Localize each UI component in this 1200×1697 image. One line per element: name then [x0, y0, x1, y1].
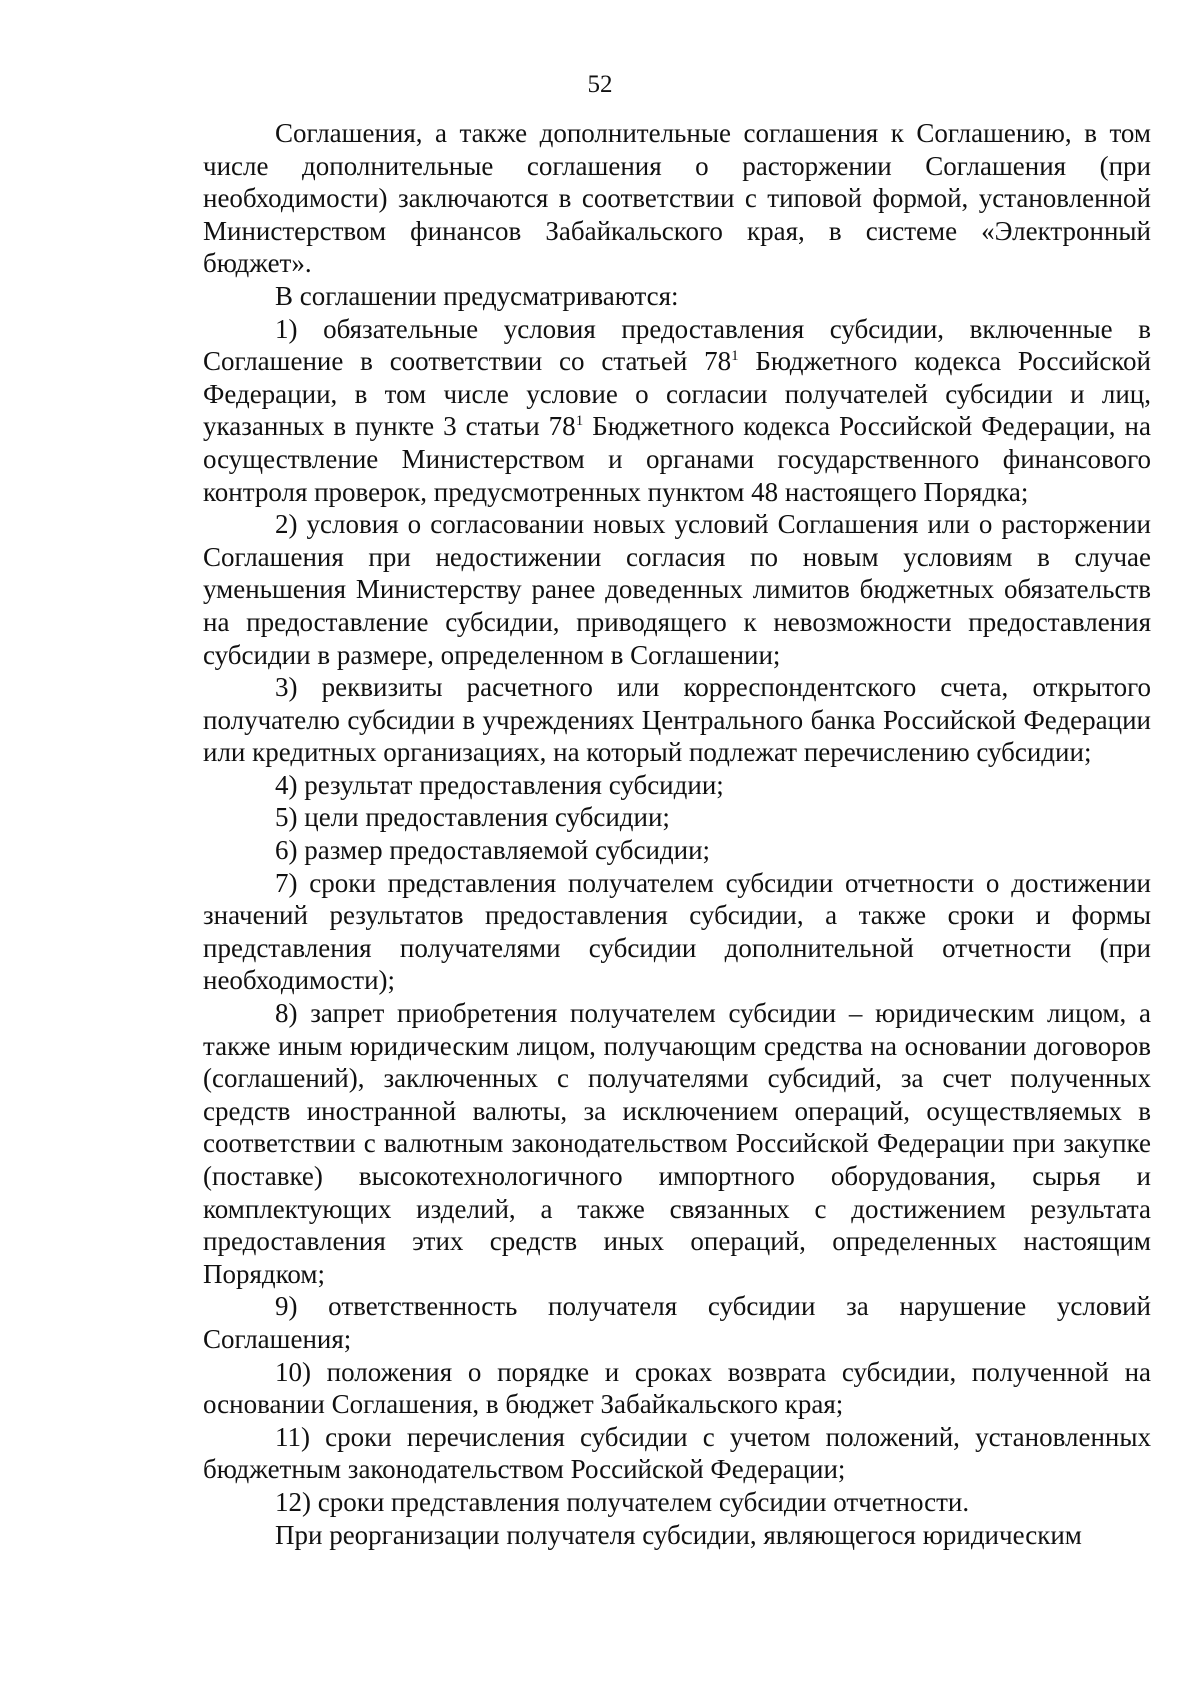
paragraph-text: При реорганизации получателя субсидии, являющегося юридическим: [275, 1519, 1082, 1550]
paragraph-text: 8) запрет приобретения получателем субсидии – юридическим лицом, а также иным юридическим лицом, получающим средства на основании договоров (соглашений), заключенных с получателями субсидий, за счет полученных средств иностранной валюты, за исключением операций, осуществляемых в соответствии с валютным законодательством Российской Федерации при закупке (поставке) высокотехнологичного импортного оборудования, сырья и комплектующих изделий, а также связанных с достижением результата предоставления этих средств иных операций, определенных настоящим Порядком;: [203, 998, 1151, 1289]
paragraph: [203, 508, 1151, 671]
paragraph: [203, 801, 1151, 834]
paragraph-text: Бюджетного кодекса Российской Федерации, на осуществление Министерством и органами государственного финансового контроля проверок, предусмотренных пунктом 48 настоящего Порядка;: [203, 411, 1151, 507]
paragraph-text: 10) положения о порядке и сроках возврата субсидии, полученной на основании Соглашения, в бюджет Забайкальского края;: [203, 1356, 1151, 1420]
paragraph: [203, 1421, 1151, 1486]
superscript: 1: [575, 413, 584, 430]
paragraph: [203, 313, 1151, 509]
paragraph-text: 7) сроки представления получателем субсидии отчетности о достижении значений результатов предоставления субсидии, а также сроки и формы представления получателями субсидии дополнительной отчетности (при необходимости);: [203, 867, 1151, 996]
paragraph: [203, 834, 1151, 867]
page-number: 52: [587, 71, 613, 98]
paragraph: [203, 280, 1151, 313]
paragraph: [203, 1486, 1151, 1519]
paragraph-text: 6) размер предоставляемой субсидии;: [275, 835, 711, 866]
paragraph-text: 11) сроки перечисления субсидии с учетом положений, установленных бюджетным законодательством Российской Федерации;: [203, 1421, 1151, 1485]
paragraph-text: Бюджетного кодекса Российской Федерации, в том числе условие о согласии получателей субсидии и лиц, указанных в пункте 3 статьи 78: [203, 346, 1151, 442]
paragraph-text: 2) условия о согласовании новых условий Соглашения или о расторжении Соглашения при недостижении согласия по новым условиям в случае уменьшения Министерству ранее доведенных лимитов бюджетных обязательств на предоставление субсидии, приводящего к невозможности предоставления субсидии в размере, определенном в Соглашении;: [203, 509, 1151, 670]
paragraph: [203, 1290, 1151, 1355]
document-body: [203, 117, 1151, 1551]
paragraph-text: 3) реквизиты расчетного или корреспондентского счета, открытого получателю субсидии в учреждениях Центрального банка Российской Федерации или кредитных организациях, на который подлежат перечислению субсидии;: [203, 672, 1151, 768]
paragraph-text: 12) сроки представления получателем субсидии отчетности.: [275, 1486, 970, 1517]
paragraph-text: 1) обязательные условия предоставления субсидии, включенные в Соглашение в соответствии со статьей 78: [203, 313, 1151, 377]
paragraph: [203, 671, 1151, 769]
paragraph: [203, 1519, 1151, 1552]
paragraph-text: В соглашении предусматриваются:: [275, 280, 679, 311]
paragraph-text: 5) цели предоставления субсидии;: [275, 802, 670, 833]
paragraph-text: 4) результат предоставления субсидии;: [275, 769, 724, 800]
paragraph: [203, 769, 1151, 802]
paragraph: [203, 997, 1151, 1290]
superscript: 1: [731, 348, 739, 365]
paragraph: [203, 117, 1151, 280]
paragraph: [203, 1356, 1151, 1421]
paragraph: [203, 867, 1151, 997]
paragraph-text: Соглашения, а также дополнительные соглашения к Соглашению, в том числе дополнительные соглашения о расторжении Соглашения (при необходимости) заключаются в соответствии с типовой формой, установленной Министерством финансов Забайкальского края, в системе «Электронный бюджет».: [203, 118, 1151, 279]
paragraph-text: 9) ответственность получателя субсидии за нарушение условий Соглашения;: [203, 1291, 1151, 1354]
